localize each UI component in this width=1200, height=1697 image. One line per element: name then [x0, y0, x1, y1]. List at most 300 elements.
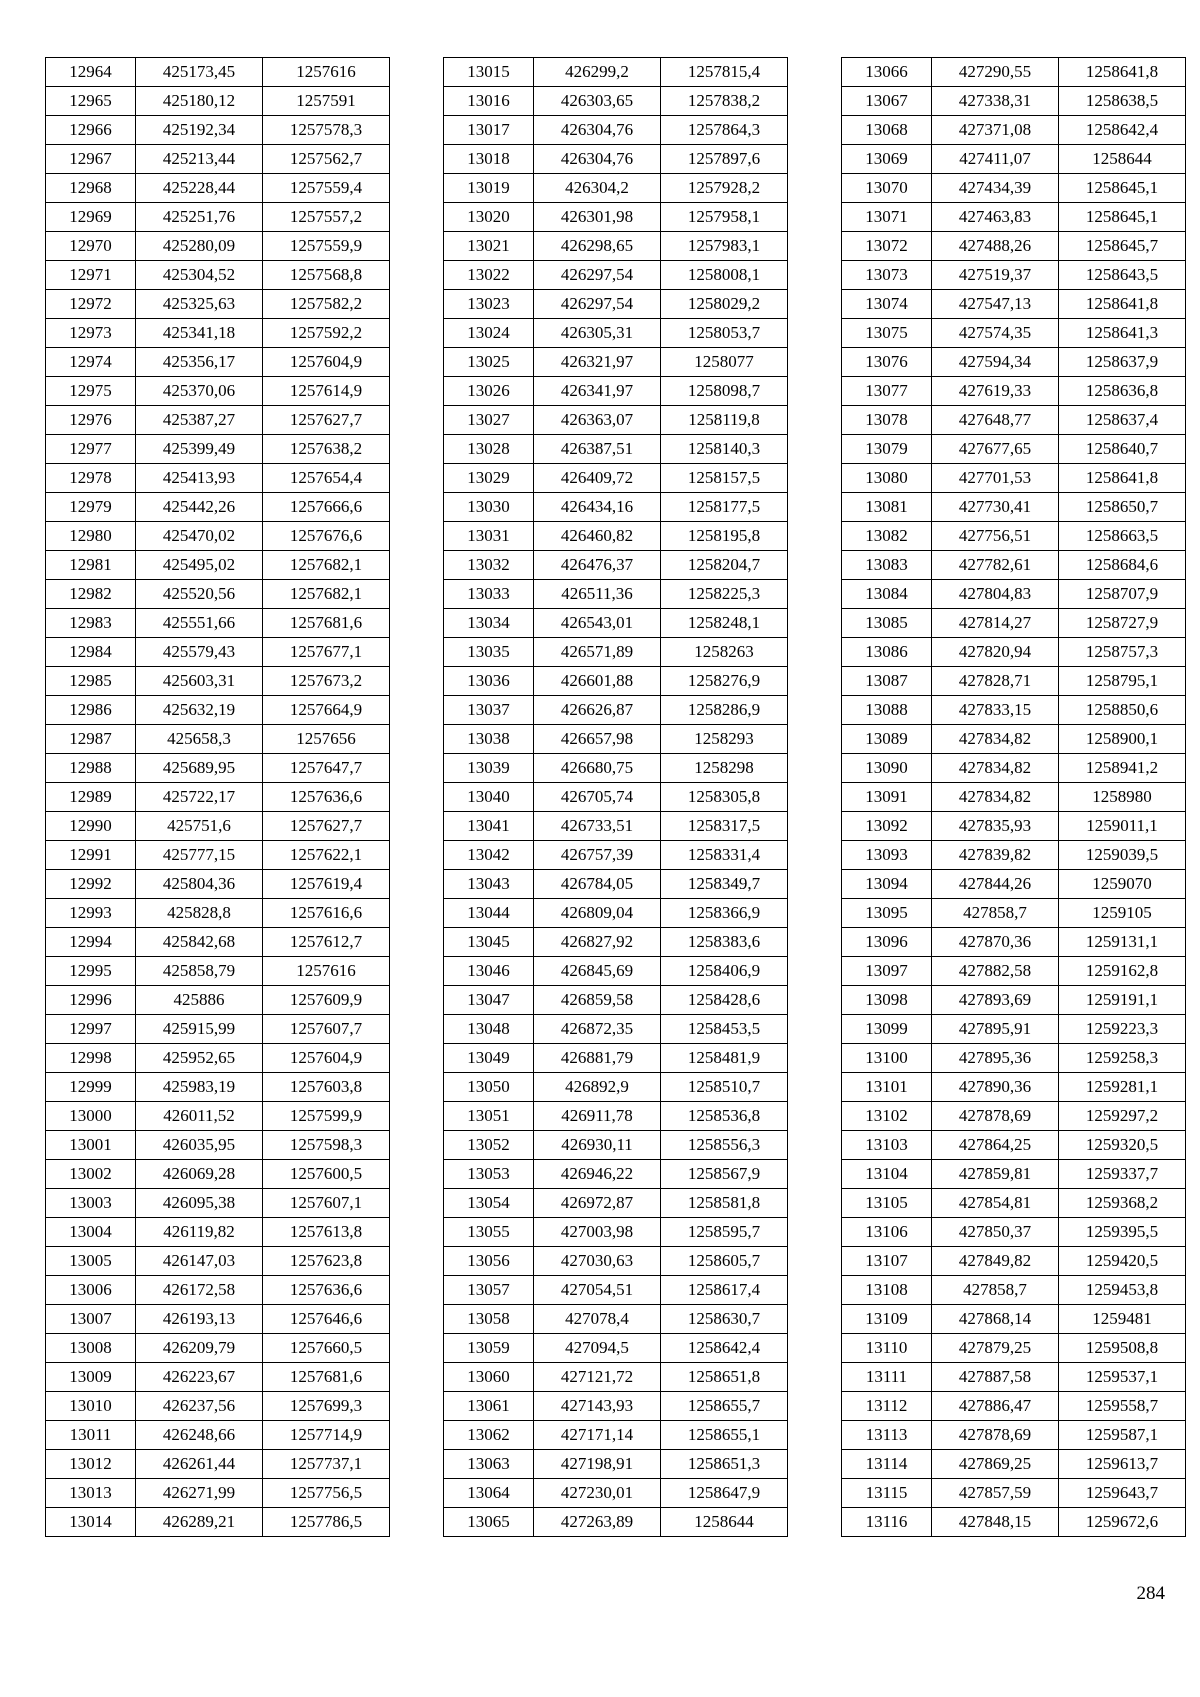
y-coordinate-cell: 1257559,4 [263, 174, 390, 203]
y-coordinate-cell: 1257677,1 [263, 638, 390, 667]
table-row [842, 435, 1186, 464]
y-coordinate-cell: 1257864,3 [661, 116, 788, 145]
point-number-cell: 13107 [842, 1247, 932, 1276]
y-coordinate-cell: 1259297,2 [1059, 1102, 1186, 1131]
x-coordinate-cell: 426859,58 [534, 986, 661, 1015]
table-row [444, 725, 788, 754]
x-coordinate-cell: 425251,76 [136, 203, 263, 232]
y-coordinate-cell: 1258641,3 [1059, 319, 1186, 348]
x-coordinate-cell: 427371,08 [932, 116, 1059, 145]
y-coordinate-cell: 1258349,7 [661, 870, 788, 899]
table-row [842, 464, 1186, 493]
point-number-cell: 13018 [444, 145, 534, 174]
y-coordinate-cell: 1259672,6 [1059, 1508, 1186, 1537]
x-coordinate-cell: 425370,06 [136, 377, 263, 406]
x-coordinate-cell: 426476,37 [534, 551, 661, 580]
x-coordinate-cell: 427078,4 [534, 1305, 661, 1334]
point-number-cell: 13112 [842, 1392, 932, 1421]
point-number-cell: 13023 [444, 290, 534, 319]
y-coordinate-cell: 1258536,8 [661, 1102, 788, 1131]
table-row [46, 1160, 390, 1189]
y-coordinate-cell: 1257603,8 [263, 1073, 390, 1102]
table-row [46, 783, 390, 812]
table-row [842, 986, 1186, 1015]
y-coordinate-cell: 1257622,1 [263, 841, 390, 870]
table-row [444, 87, 788, 116]
y-coordinate-cell: 1257737,1 [263, 1450, 390, 1479]
x-coordinate-cell: 427547,13 [932, 290, 1059, 319]
x-coordinate-cell: 425858,79 [136, 957, 263, 986]
point-number-cell: 13114 [842, 1450, 932, 1479]
point-number-cell: 12994 [46, 928, 136, 957]
table-row [842, 1392, 1186, 1421]
coordinate-table-body [46, 58, 390, 1537]
y-coordinate-cell: 1258642,4 [1059, 116, 1186, 145]
point-number-cell: 13063 [444, 1450, 534, 1479]
x-coordinate-cell: 427338,31 [932, 87, 1059, 116]
point-number-cell: 13094 [842, 870, 932, 899]
y-coordinate-cell: 1259281,1 [1059, 1073, 1186, 1102]
x-coordinate-cell: 427893,69 [932, 986, 1059, 1015]
point-number-cell: 13054 [444, 1189, 534, 1218]
y-coordinate-cell: 1257638,2 [263, 435, 390, 464]
y-coordinate-cell: 1258795,1 [1059, 667, 1186, 696]
point-number-cell: 12986 [46, 696, 136, 725]
x-coordinate-cell: 425325,63 [136, 290, 263, 319]
x-coordinate-cell: 426409,72 [534, 464, 661, 493]
point-number-cell: 12998 [46, 1044, 136, 1073]
table-row [842, 1160, 1186, 1189]
table-row [842, 870, 1186, 899]
point-number-cell: 13103 [842, 1131, 932, 1160]
point-number-cell: 13111 [842, 1363, 932, 1392]
point-number-cell: 13049 [444, 1044, 534, 1073]
table-row [444, 232, 788, 261]
point-number-cell: 13070 [842, 174, 932, 203]
x-coordinate-cell: 425399,49 [136, 435, 263, 464]
y-coordinate-cell: 1259258,3 [1059, 1044, 1186, 1073]
table-row [46, 116, 390, 145]
table-row [444, 145, 788, 174]
table-row [444, 1363, 788, 1392]
y-coordinate-cell: 1257646,6 [263, 1305, 390, 1334]
y-coordinate-cell: 1258567,9 [661, 1160, 788, 1189]
x-coordinate-cell: 427858,7 [932, 899, 1059, 928]
x-coordinate-cell: 426297,54 [534, 290, 661, 319]
point-number-cell: 13057 [444, 1276, 534, 1305]
point-number-cell: 13067 [842, 87, 932, 116]
x-coordinate-cell: 425180,12 [136, 87, 263, 116]
y-coordinate-cell: 1258453,5 [661, 1015, 788, 1044]
table-row [842, 1305, 1186, 1334]
x-coordinate-cell: 426289,21 [136, 1508, 263, 1537]
y-coordinate-cell: 1258556,3 [661, 1131, 788, 1160]
table-row [46, 609, 390, 638]
x-coordinate-cell: 427782,61 [932, 551, 1059, 580]
table-row [46, 464, 390, 493]
y-coordinate-cell: 1257673,2 [263, 667, 390, 696]
y-coordinate-cell: 1257676,6 [263, 522, 390, 551]
x-coordinate-cell: 425828,8 [136, 899, 263, 928]
table-row [46, 348, 390, 377]
x-coordinate-cell: 426946,22 [534, 1160, 661, 1189]
table-row [444, 1421, 788, 1450]
y-coordinate-cell: 1257623,8 [263, 1247, 390, 1276]
y-coordinate-cell: 1258645,1 [1059, 203, 1186, 232]
point-number-cell: 12996 [46, 986, 136, 1015]
table-row [444, 1247, 788, 1276]
x-coordinate-cell: 425689,95 [136, 754, 263, 783]
point-number-cell: 13046 [444, 957, 534, 986]
table-row [842, 1479, 1186, 1508]
y-coordinate-cell: 1257627,7 [263, 406, 390, 435]
x-coordinate-cell: 427820,94 [932, 638, 1059, 667]
y-coordinate-cell: 1259395,5 [1059, 1218, 1186, 1247]
x-coordinate-cell: 426881,79 [534, 1044, 661, 1073]
table-row [46, 841, 390, 870]
point-number-cell: 13059 [444, 1334, 534, 1363]
x-coordinate-cell: 426511,36 [534, 580, 661, 609]
x-coordinate-cell: 427854,81 [932, 1189, 1059, 1218]
y-coordinate-cell: 1258941,2 [1059, 754, 1186, 783]
x-coordinate-cell: 426193,13 [136, 1305, 263, 1334]
x-coordinate-cell: 425341,18 [136, 319, 263, 348]
point-number-cell: 13081 [842, 493, 932, 522]
table-row [444, 609, 788, 638]
x-coordinate-cell: 427574,35 [932, 319, 1059, 348]
point-number-cell: 13069 [842, 145, 932, 174]
table-row [444, 1508, 788, 1537]
x-coordinate-cell: 427030,63 [534, 1247, 661, 1276]
table-row [444, 1102, 788, 1131]
y-coordinate-cell: 1257656 [263, 725, 390, 754]
y-coordinate-cell: 1258305,8 [661, 783, 788, 812]
point-number-cell: 12991 [46, 841, 136, 870]
y-coordinate-cell: 1259537,1 [1059, 1363, 1186, 1392]
x-coordinate-cell: 426095,38 [136, 1189, 263, 1218]
y-coordinate-cell: 1257636,6 [263, 783, 390, 812]
y-coordinate-cell: 1258177,5 [661, 493, 788, 522]
coordinate-table-body [444, 58, 788, 1537]
point-number-cell: 13040 [444, 783, 534, 812]
x-coordinate-cell: 427895,91 [932, 1015, 1059, 1044]
point-number-cell: 13060 [444, 1363, 534, 1392]
point-number-cell: 13098 [842, 986, 932, 1015]
point-number-cell: 13072 [842, 232, 932, 261]
table-row [842, 783, 1186, 812]
x-coordinate-cell: 425886 [136, 986, 263, 1015]
table-row [444, 870, 788, 899]
point-number-cell: 13115 [842, 1479, 932, 1508]
y-coordinate-cell: 1258293 [661, 725, 788, 754]
x-coordinate-cell: 427849,82 [932, 1247, 1059, 1276]
point-number-cell: 13009 [46, 1363, 136, 1392]
point-number-cell: 12964 [46, 58, 136, 87]
table-row [46, 1421, 390, 1450]
y-coordinate-cell: 1258651,3 [661, 1450, 788, 1479]
table-row [444, 493, 788, 522]
x-coordinate-cell: 426460,82 [534, 522, 661, 551]
table-row [842, 1334, 1186, 1363]
point-number-cell: 12989 [46, 783, 136, 812]
x-coordinate-cell: 427463,83 [932, 203, 1059, 232]
y-coordinate-cell: 1258286,9 [661, 696, 788, 725]
table-row [444, 1392, 788, 1421]
point-number-cell: 12972 [46, 290, 136, 319]
x-coordinate-cell: 427701,53 [932, 464, 1059, 493]
x-coordinate-cell: 427833,15 [932, 696, 1059, 725]
y-coordinate-cell: 1257714,9 [263, 1421, 390, 1450]
table-row [46, 551, 390, 580]
point-number-cell: 13092 [842, 812, 932, 841]
x-coordinate-cell: 426305,31 [534, 319, 661, 348]
x-coordinate-cell: 427411,07 [932, 145, 1059, 174]
point-number-cell: 13083 [842, 551, 932, 580]
y-coordinate-cell: 1257616 [263, 58, 390, 87]
point-number-cell: 12967 [46, 145, 136, 174]
y-coordinate-cell: 1257604,9 [263, 1044, 390, 1073]
point-number-cell: 13025 [444, 348, 534, 377]
x-coordinate-cell: 426248,66 [136, 1421, 263, 1450]
point-number-cell: 13013 [46, 1479, 136, 1508]
y-coordinate-cell: 1257654,4 [263, 464, 390, 493]
point-number-cell: 13080 [842, 464, 932, 493]
table-row [46, 1073, 390, 1102]
y-coordinate-cell: 1257607,1 [263, 1189, 390, 1218]
coordinate-table-1 [45, 57, 390, 1537]
table-row [444, 986, 788, 1015]
y-coordinate-cell: 1258481,9 [661, 1044, 788, 1073]
y-coordinate-cell: 1258647,9 [661, 1479, 788, 1508]
x-coordinate-cell: 426223,67 [136, 1363, 263, 1392]
y-coordinate-cell: 1258663,5 [1059, 522, 1186, 551]
x-coordinate-cell: 427828,71 [932, 667, 1059, 696]
table-row [842, 1363, 1186, 1392]
y-coordinate-cell: 1258655,7 [661, 1392, 788, 1421]
x-coordinate-cell: 425751,6 [136, 812, 263, 841]
x-coordinate-cell: 426172,58 [136, 1276, 263, 1305]
point-number-cell: 12987 [46, 725, 136, 754]
x-coordinate-cell: 426911,78 [534, 1102, 661, 1131]
y-coordinate-cell: 1259420,5 [1059, 1247, 1186, 1276]
y-coordinate-cell: 1258298 [661, 754, 788, 783]
y-coordinate-cell: 1257600,5 [263, 1160, 390, 1189]
point-number-cell: 12976 [46, 406, 136, 435]
x-coordinate-cell: 427869,25 [932, 1450, 1059, 1479]
table-row [444, 435, 788, 464]
x-coordinate-cell: 427594,34 [932, 348, 1059, 377]
table-row [444, 261, 788, 290]
y-coordinate-cell: 1259558,7 [1059, 1392, 1186, 1421]
point-number-cell: 13077 [842, 377, 932, 406]
point-number-cell: 13043 [444, 870, 534, 899]
y-coordinate-cell: 1258638,5 [1059, 87, 1186, 116]
y-coordinate-cell: 1257604,9 [263, 348, 390, 377]
table-row [444, 319, 788, 348]
point-number-cell: 13095 [842, 899, 932, 928]
y-coordinate-cell: 1257928,2 [661, 174, 788, 203]
table-row [46, 435, 390, 464]
table-row [444, 1131, 788, 1160]
table-row [46, 1479, 390, 1508]
point-number-cell: 13048 [444, 1015, 534, 1044]
table-row [46, 1015, 390, 1044]
y-coordinate-cell: 1258642,4 [661, 1334, 788, 1363]
point-number-cell: 13016 [444, 87, 534, 116]
page-number: 284 [1136, 1583, 1165, 1604]
x-coordinate-cell: 427868,14 [932, 1305, 1059, 1334]
y-coordinate-cell: 1258640,7 [1059, 435, 1186, 464]
x-coordinate-cell: 427804,83 [932, 580, 1059, 609]
y-coordinate-cell: 1257636,6 [263, 1276, 390, 1305]
point-number-cell: 12982 [46, 580, 136, 609]
y-coordinate-cell: 1259131,1 [1059, 928, 1186, 957]
point-number-cell: 13020 [444, 203, 534, 232]
y-coordinate-cell: 1258276,9 [661, 667, 788, 696]
table-row [46, 754, 390, 783]
point-number-cell: 13073 [842, 261, 932, 290]
x-coordinate-cell: 426705,74 [534, 783, 661, 812]
y-coordinate-cell: 1257592,2 [263, 319, 390, 348]
y-coordinate-cell: 1259481 [1059, 1305, 1186, 1334]
point-number-cell: 13041 [444, 812, 534, 841]
y-coordinate-cell: 1259508,8 [1059, 1334, 1186, 1363]
table-row [444, 1305, 788, 1334]
point-number-cell: 13091 [842, 783, 932, 812]
table-row [444, 1015, 788, 1044]
y-coordinate-cell: 1259223,3 [1059, 1015, 1186, 1044]
table-row [444, 203, 788, 232]
x-coordinate-cell: 426304,76 [534, 116, 661, 145]
table-row [444, 348, 788, 377]
table-row [842, 667, 1186, 696]
point-number-cell: 13047 [444, 986, 534, 1015]
y-coordinate-cell: 1258225,3 [661, 580, 788, 609]
table-row [444, 1189, 788, 1218]
y-coordinate-cell: 1258641,8 [1059, 58, 1186, 87]
x-coordinate-cell: 425280,09 [136, 232, 263, 261]
point-number-cell: 13002 [46, 1160, 136, 1189]
y-coordinate-cell: 1257616,6 [263, 899, 390, 928]
point-number-cell: 13033 [444, 580, 534, 609]
point-number-cell: 13116 [842, 1508, 932, 1537]
point-number-cell: 13036 [444, 667, 534, 696]
point-number-cell: 13050 [444, 1073, 534, 1102]
y-coordinate-cell: 1259368,2 [1059, 1189, 1186, 1218]
point-number-cell: 13088 [842, 696, 932, 725]
x-coordinate-cell: 427890,36 [932, 1073, 1059, 1102]
table-row [46, 203, 390, 232]
table-row [46, 986, 390, 1015]
y-coordinate-cell: 1257599,9 [263, 1102, 390, 1131]
point-number-cell: 13037 [444, 696, 534, 725]
y-coordinate-cell: 1258980 [1059, 783, 1186, 812]
y-coordinate-cell: 1258644 [661, 1508, 788, 1537]
table-row [46, 1450, 390, 1479]
x-coordinate-cell: 427003,98 [534, 1218, 661, 1247]
table-row [842, 203, 1186, 232]
point-number-cell: 12975 [46, 377, 136, 406]
table-row [842, 522, 1186, 551]
point-number-cell: 12977 [46, 435, 136, 464]
table-row [46, 290, 390, 319]
table-row [46, 1276, 390, 1305]
x-coordinate-cell: 427198,91 [534, 1450, 661, 1479]
point-number-cell: 13006 [46, 1276, 136, 1305]
point-number-cell: 13030 [444, 493, 534, 522]
x-coordinate-cell: 427434,39 [932, 174, 1059, 203]
x-coordinate-cell: 425952,65 [136, 1044, 263, 1073]
table-row [842, 754, 1186, 783]
point-number-cell: 13064 [444, 1479, 534, 1508]
x-coordinate-cell: 426809,04 [534, 899, 661, 928]
table-row [842, 1450, 1186, 1479]
x-coordinate-cell: 427648,77 [932, 406, 1059, 435]
y-coordinate-cell: 1257612,7 [263, 928, 390, 957]
x-coordinate-cell: 427171,14 [534, 1421, 661, 1450]
y-coordinate-cell: 1258098,7 [661, 377, 788, 406]
point-number-cell: 12979 [46, 493, 136, 522]
point-number-cell: 13028 [444, 435, 534, 464]
x-coordinate-cell: 427878,69 [932, 1102, 1059, 1131]
y-coordinate-cell: 1258757,3 [1059, 638, 1186, 667]
table-row [46, 1044, 390, 1073]
table-row [46, 1305, 390, 1334]
y-coordinate-cell: 1258651,8 [661, 1363, 788, 1392]
y-coordinate-cell: 1258645,7 [1059, 232, 1186, 261]
point-number-cell: 13015 [444, 58, 534, 87]
point-number-cell: 13027 [444, 406, 534, 435]
point-number-cell: 13108 [842, 1276, 932, 1305]
y-coordinate-cell: 1257557,2 [263, 203, 390, 232]
x-coordinate-cell: 425983,19 [136, 1073, 263, 1102]
table-row [842, 957, 1186, 986]
x-coordinate-cell: 426387,51 [534, 435, 661, 464]
y-coordinate-cell: 1258140,3 [661, 435, 788, 464]
x-coordinate-cell: 425228,44 [136, 174, 263, 203]
table-row [842, 1189, 1186, 1218]
point-number-cell: 13034 [444, 609, 534, 638]
point-number-cell: 13084 [842, 580, 932, 609]
point-number-cell: 13010 [46, 1392, 136, 1421]
point-number-cell: 12965 [46, 87, 136, 116]
y-coordinate-cell: 1257660,5 [263, 1334, 390, 1363]
table-row [46, 928, 390, 957]
point-number-cell: 13044 [444, 899, 534, 928]
y-coordinate-cell: 1257627,7 [263, 812, 390, 841]
y-coordinate-cell: 1259039,5 [1059, 841, 1186, 870]
x-coordinate-cell: 425470,02 [136, 522, 263, 551]
point-number-cell: 13082 [842, 522, 932, 551]
table-row [46, 261, 390, 290]
table-row [444, 406, 788, 435]
point-number-cell: 13032 [444, 551, 534, 580]
y-coordinate-cell: 1257568,8 [263, 261, 390, 290]
x-coordinate-cell: 426434,16 [534, 493, 661, 522]
y-coordinate-cell: 1257598,3 [263, 1131, 390, 1160]
table-row [842, 348, 1186, 377]
x-coordinate-cell: 427677,65 [932, 435, 1059, 464]
y-coordinate-cell: 1257681,6 [263, 1363, 390, 1392]
point-number-cell: 13090 [842, 754, 932, 783]
y-coordinate-cell: 1258406,9 [661, 957, 788, 986]
y-coordinate-cell: 1258331,4 [661, 841, 788, 870]
x-coordinate-cell: 425173,45 [136, 58, 263, 87]
point-number-cell: 13079 [842, 435, 932, 464]
x-coordinate-cell: 427844,26 [932, 870, 1059, 899]
point-number-cell: 13004 [46, 1218, 136, 1247]
x-coordinate-cell: 426119,82 [136, 1218, 263, 1247]
